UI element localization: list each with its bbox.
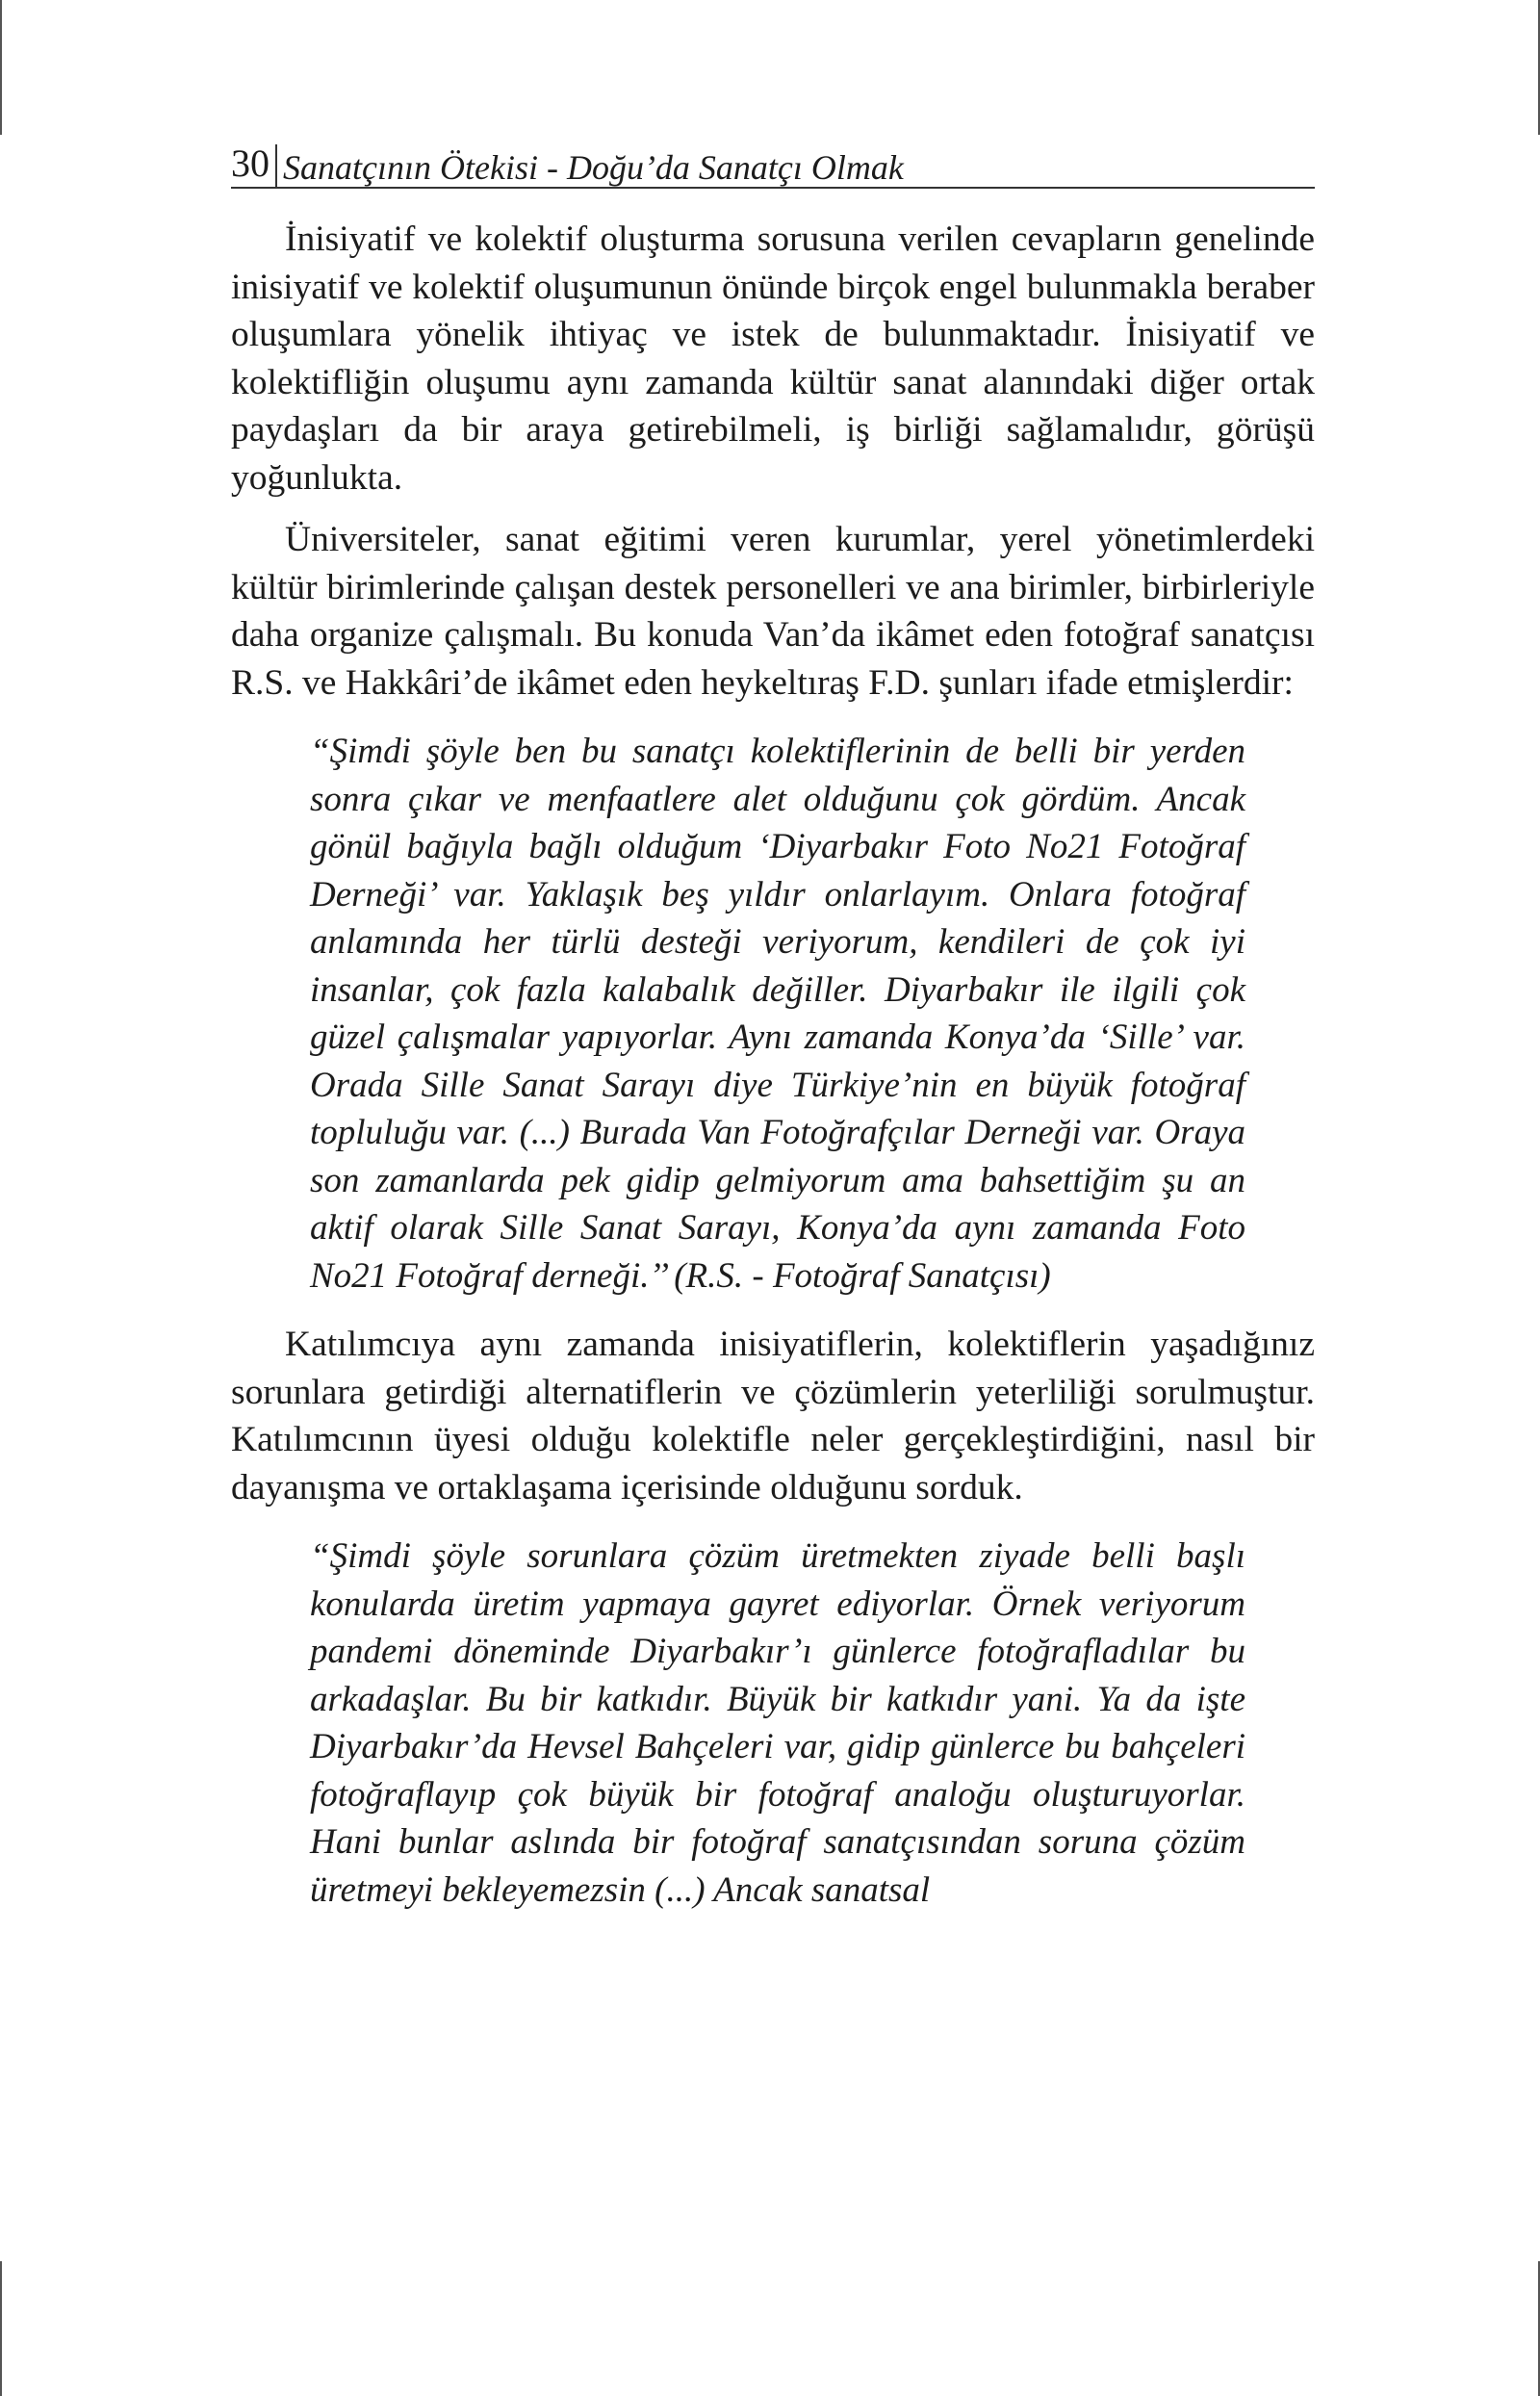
block-quote-2: “Şimdi şöyle sorunlara çözüm üretmekten ziyade belli başlı konularda üretim yapmaya gayret ediyorlar. Örnek veriyorum pandemi döneminde Diyarbakır’ı günlerce fotoğrafladılar bu arkadaşlar. Bu bir katkıdır. Büyük bir katkıdır yani. Ya da işte Diyarbakır’da Hevsel Bahçeleri var, gidip günlerce bu bahçeleri fotoğraflayıp çok büyük bir fotoğraf analoğu oluşturuyorlar. Hani bunlar aslında bir fotoğraf sanatçısından soruna çözüm üretmeyi bekleyemezsin (...) Ancak sanatsal (310, 1536, 1245, 1910)
body-paragraph-1: İnisiyatif ve kolektif oluşturma sorusuna verilen cevapların genelinde inisiyatif ve kolektif oluşumunun önünde birçok engel bulunmakla beraber oluşumlara yönelik ihtiyaç ve istek de bulunmaktadır. İnisiyatif ve kolektifliğin oluşumu aynı zamanda kültür sanat alanındaki diğer ortak paydaşları da bir araya getirebilmeli, iş birliği sağlamalıdır, görüşü yoğunlukta. (231, 219, 1315, 498)
crop-mark-top-left (0, 0, 2, 135)
crop-mark-bottom-left (0, 2261, 2, 2396)
book-page (231, 142, 1315, 1928)
body-paragraph-2: Üniversiteler, sanat eğitimi veren kurumlar, yerel yönetimlerdeki kültür birimlerinde çalışan destek personelleri ve ana birimler, birbirleriyle daha organize çalışmalı. Bu konuda Van’da ikâmet eden fotoğraf sanatçısı R.S. ve Hakkâri’de ikâmet eden heykeltıraş F.D. şunları ifade etmişlerdir: (231, 520, 1315, 703)
crop-mark-top-right-h (1405, 0, 1540, 2)
page-number: 30 (231, 144, 277, 187)
running-header (231, 142, 1315, 189)
book-title: Sanatçının Ötekisi - Doğu’da Sanatçı Olmak (283, 148, 904, 187)
block-quote-1: “Şimdi şöyle ben bu sanatçı kolektiflerinin de belli bir yerden sonra çıkar ve menfaatlere alet olduğunu çok gördüm. Ancak gönül bağıyla bağlı olduğum ‘Diyarbakır Foto No21 Fotoğraf Derneği’ var. Yaklaşık beş yıldır onlarlayım. Onlara fotoğraf anlamında her türlü desteği veriyorum, kendileri de çok iyi insanlar, çok fazla kalabalık değiller. Diyarbakır ile ilgili çok güzel çalışmalar yapıyorlar. Aynı zamanda Konya’da ‘Sille’ var. Orada Sille Sanat Sarayı diye Türkiye’nin en büyük fotoğraf topluluğu var. (...) Burada Van Fotoğrafçılar Derneği var. Oraya son zamanlarda pek gidip gelmiyorum ama bahsettiğim şu an aktif olarak Sille Sanat Sarayı, Konya’da aynı zamanda Foto No21 Fotoğraf derneği.’’ (R.S. - Fotoğraf Sanatçısı) (310, 732, 1245, 1296)
body-paragraph-3: Katılımcıya aynı zamanda inisiyatiflerin, kolektiflerin yaşadığınız sorunlara getirdiği alternatiflerin ve çözümlerin yeterliliği sorulmuştur. Katılımcının üyesi olduğu kolektifle neler gerçekleştirdiğini, nasıl bir dayanışma ve ortaklaşama içerisinde olduğunu sorduk. (231, 1325, 1315, 1507)
